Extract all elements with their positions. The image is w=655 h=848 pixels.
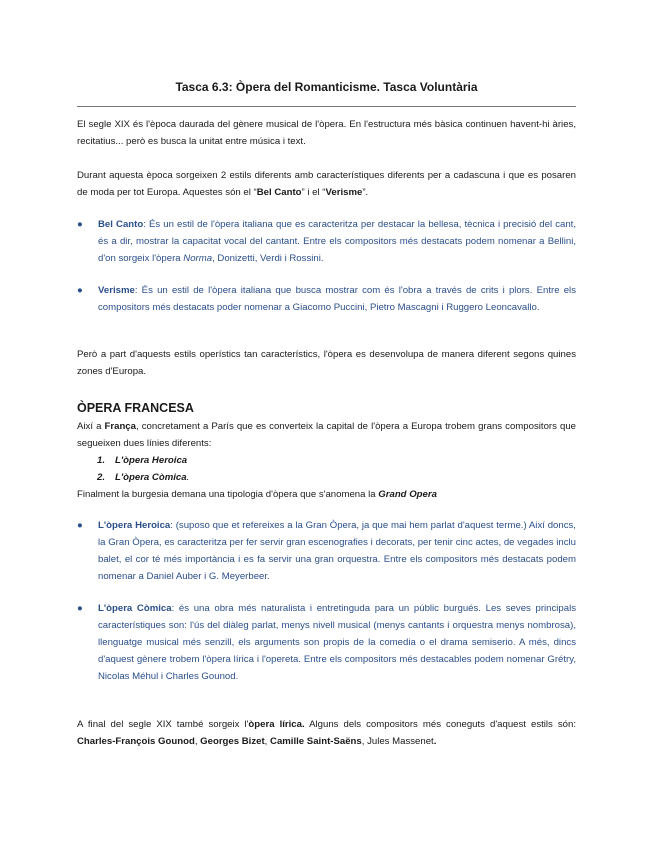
bullet-opera-comica: ● L'òpera Còmica: és una obra més naturalista i entretinguda para un públic burgués. Les seves principals característiques son: l'ús del diàleg parlat, menys nivell musical (menys cantants i orquestra menys nombrosa), llenguatge musical més senzill, els arguments son propis de la comedia o el drama semiserio. A més, dincs d'aquest gènere trobem l'òpera lírica i l'opereta. Entre els compositors més destacables podem nomenar Grétry, Nicolas Méhul i Charles Gounod. [98, 600, 576, 685]
bullet-bel-canto: ● Bel Canto: És un estil de l'òpera italiana que es caracteritza per destacar la bellesa, tècnica i precisió del cant, és a dir, mostrar la capacitat vocal del cantant. Entre els compositors més destacats podem nomenar a Bellini, d'on sorgeix l'òpera Norma, Donizetti, Verdi i Rossini. [98, 216, 576, 267]
section-heading: ÒPERA FRANCESA [77, 401, 194, 415]
bullet-verisme: ● Verisme: És un estil de l'òpera italiana que busca mostrar com és l'obra a través de crits i plors. Entre els compositors més destacats poder nomenar a Giacomo Puccini, Pietro Mascagni i Ruggero Leoncavallo. [98, 282, 576, 316]
bullet-opera-heroica: ● L'òpera Heroica: (suposo que et refereixes a la Gran Òpera, ja que mai hem parlat d'aquest terme.) Així doncs, la Gran Òpera, es caracteritza per fer servir gran escenografies i decorats, per tenir cinc actes, de vegades inclu balet, el cor té més importància i es fa servir una gran orquestra. Entre els compositors més destacats podem nomenar a Daniel Auber i G. Meyerbeer. [98, 517, 576, 585]
title-divider [77, 106, 576, 107]
bullet-dot-icon: ● [77, 285, 83, 296]
france-paragraph: Així a França, concretament a París que es converteix la capital de l'òpera a Europa trobem grans compositors que segueixen dues línies diferents: [77, 421, 576, 449]
list-item: 2. L'òpera Còmica. [97, 472, 190, 483]
bullet-dot-icon: ● [77, 603, 83, 614]
bullet-dot-icon: ● [77, 219, 83, 230]
bullet-dot-icon: ● [77, 520, 83, 531]
grand-opera-paragraph: Finalment la burgesia demana una tipologia d'òpera que s'anomena la Grand Opera [77, 489, 437, 500]
list-item: 1. L'òpera Heroica [97, 455, 188, 466]
intro-paragraph: El segle XIX és l'època daurada del gènere musical de l'òpera. En l'estructura més bàsica continuen havent-hi àries, recitatius... però es busca la unitat entre música i text. [77, 119, 576, 147]
page-title: Tasca 6.3: Òpera del Romanticisme. Tasca Voluntària [175, 80, 478, 94]
styles-paragraph: Durant aquesta època sorgeixen 2 estils diferents amb característiques diferents per a cadascuna i que es posaren de moda per tot Europa. Aquestes són el “Bel Canto” i el “Verisme”. [77, 170, 576, 198]
lyric-opera-paragraph: A final del segle XIX també sorgeix l'òpera lírica. Alguns dels compositors més coneguts d'aquest estils són: Charles-François Gounod, Georges Bizet, Camille Saint-Saëns, Jules Massenet. [77, 719, 576, 747]
regions-paragraph: Però a part d'aquests estils operístics tan característics, l'òpera es desenvolupa de manera diferent segons quines zones d'Europa. [77, 349, 576, 377]
